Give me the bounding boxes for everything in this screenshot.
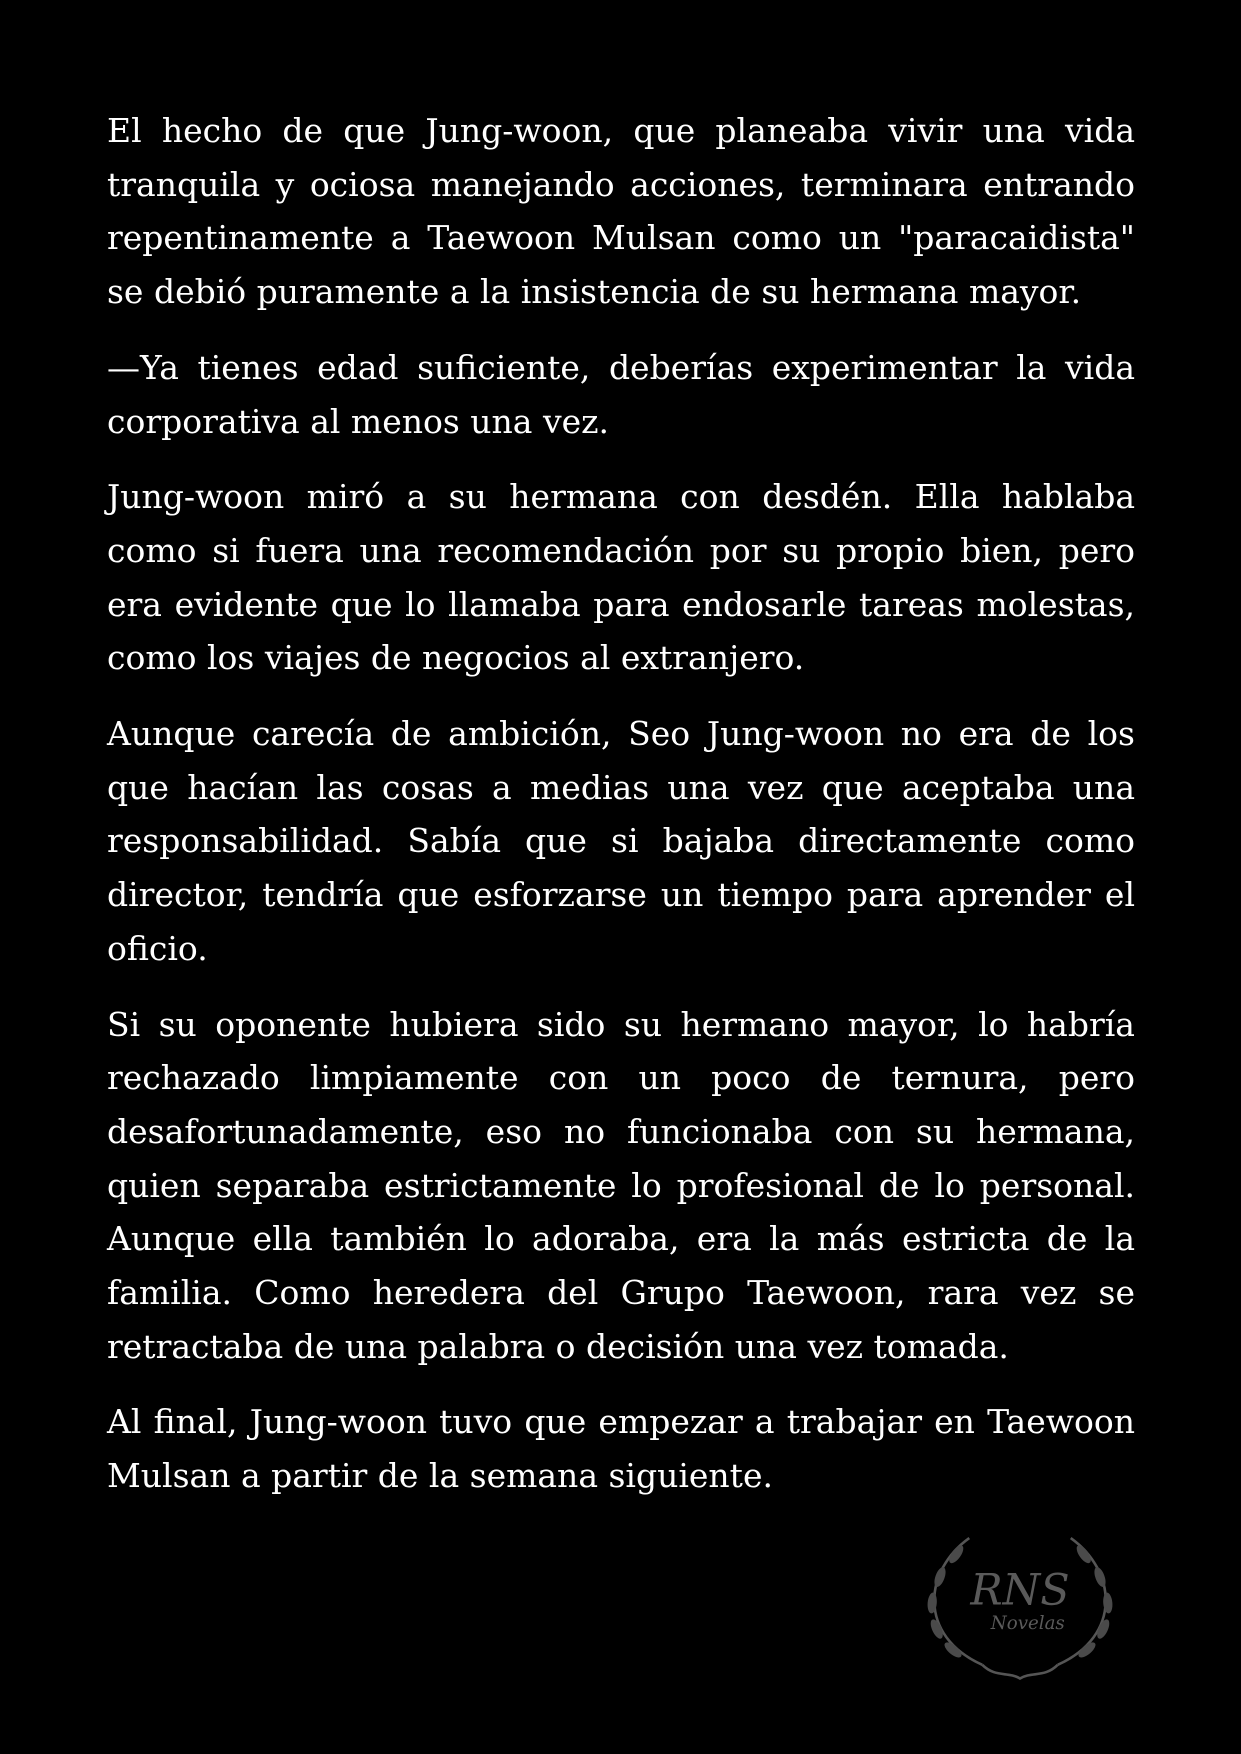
paragraph-2: —Ya tienes edad suficiente, deberías experimentar la vida corporativa al menos una vez.	[107, 347, 1135, 441]
paragraph-4: Aunque carecía de ambición, Seo Jung-woon no era de los que hacían las cosas a medias una vez que aceptaba una responsabilidad. Sabía que si bajaba directamente como director, tendría que esforzarse un tiempo para aprender el oficio.	[107, 714, 1135, 968]
watermark-subtitle: Novelas	[990, 1612, 1065, 1634]
story-text	[107, 104, 1135, 1503]
paragraph-5: Si su oponente hubiera sido su hermano mayor, lo habría rechazado limpiamente con un poco de ternura, pero desafortunadamente, eso no funcionaba con su hermana, quien separaba estrictamente lo profesional de lo personal. Aunque ella también lo adoraba, era la más estricta de la familia. Como heredera del Grupo Taewoon, rara vez se retractaba de una palabra o decisión una vez tomada.	[107, 1004, 1135, 1366]
paragraph-6: Al final, Jung-woon tuvo que empezar a trabajar en Taewoon Mulsan a partir de la semana siguiente.	[107, 1402, 1135, 1496]
paragraph-1: El hecho de que Jung-woon, que planeaba vivir una vida tranquila y ociosa manejando acciones, terminara entrando repentinamente a Taewoon Mulsan como un "paracaidista" se debió puramente a la insistencia de su hermana mayor.	[107, 111, 1135, 312]
page-column	[107, 104, 1135, 1685]
paragraph-3: Jung-woon miró a su hermana con desdén. Ella hablaba como si fuera una recomendación por su propio bien, pero era evidente que lo llamaba para endosarle tareas molestas, como los viajes de negocios al extranjero.	[107, 477, 1135, 678]
rns-novelas-watermark	[905, 1525, 1135, 1685]
laurel-wreath-icon	[905, 1525, 1135, 1685]
watermark-title: RNS	[970, 1565, 1070, 1616]
